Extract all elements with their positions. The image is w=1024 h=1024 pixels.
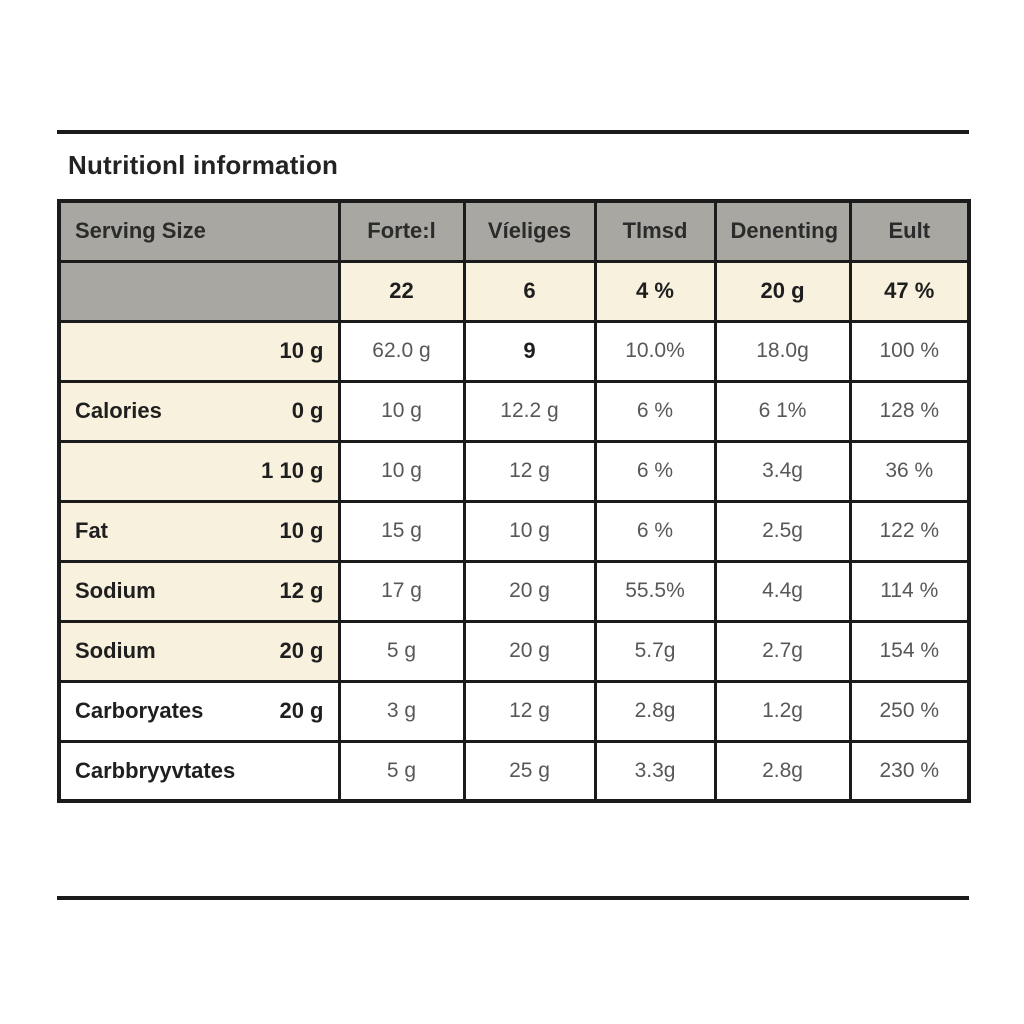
header-col-5: Denenting [715,201,850,261]
table-row [59,261,969,321]
table-row [59,381,969,441]
value-cell: 10 g [339,381,464,441]
table-body [59,261,969,801]
table-row [59,561,969,621]
value-cell: 15 g [339,501,464,561]
value-cell: 12.2 g [464,381,595,441]
label-cell [59,441,339,501]
value-cell: 128 % [850,381,969,441]
label-cell [59,621,339,681]
value-cell: 230 % [850,741,969,801]
value-cell: 4 % [595,261,715,321]
label-cell [59,681,339,741]
value-cell: 6 [464,261,595,321]
value-cell: 3.3g [595,741,715,801]
value-cell: 10.0% [595,321,715,381]
table-row [59,741,969,801]
value-cell: 5 g [339,741,464,801]
label-cell [59,741,339,801]
value-cell: 114 % [850,561,969,621]
label-cell [59,501,339,561]
header-col-2: Forte:l [339,201,464,261]
row-label: Carbbryyvtates [75,757,236,783]
row-amount: 10 g [279,518,324,543]
value-cell: 17 g [339,561,464,621]
row-amount: 12 g [279,578,324,603]
value-cell: 6 1% [715,381,850,441]
table-row [59,441,969,501]
nutrition-table [57,199,971,803]
value-cell: 5.7g [595,621,715,681]
value-cell: 2.7g [715,621,850,681]
row-label: Sodium [75,578,156,603]
value-cell: 100 % [850,321,969,381]
row-amount: 20 g [279,638,324,663]
table-row [59,681,969,741]
value-cell: 22 [339,261,464,321]
value-cell: 18.0g [715,321,850,381]
value-cell: 2.8g [595,681,715,741]
top-rule-divider [57,130,969,134]
value-cell: 154 % [850,621,969,681]
table-row [59,321,969,381]
table-header-row [59,201,969,261]
value-cell: 10 g [339,441,464,501]
value-cell: 9 [464,321,595,381]
value-cell: 3 g [339,681,464,741]
row-label: Calories [75,398,162,423]
page-title: Nutritionl information [68,150,339,180]
value-cell: 5 g [339,621,464,681]
header-col-4: Tlmsd [595,201,715,261]
value-cell: 250 % [850,681,969,741]
value-cell: 62.0 g [339,321,464,381]
value-cell: 47 % [850,261,969,321]
row-label: Carboryates [75,698,204,723]
table-row [59,501,969,561]
value-cell: 10 g [464,501,595,561]
row-amount: 10 g [279,338,324,363]
label-cell [59,381,339,441]
row-amount: 20 g [279,698,324,723]
value-cell: 4.4g [715,561,850,621]
value-cell: 12 g [464,681,595,741]
value-cell: 55.5% [595,561,715,621]
label-cell [59,261,339,321]
value-cell: 20 g [715,261,850,321]
value-cell: 6 % [595,441,715,501]
row-label: Fat [75,518,108,543]
value-cell: 20 g [464,621,595,681]
value-cell: 2.5g [715,501,850,561]
row-label: Sodium [75,638,156,663]
row-amount: 0 g [291,398,324,423]
value-cell: 20 g [464,561,595,621]
value-cell: 122 % [850,501,969,561]
value-cell: 36 % [850,441,969,501]
label-cell [59,561,339,621]
value-cell: 6 % [595,381,715,441]
value-cell: 25 g [464,741,595,801]
value-cell: 6 % [595,501,715,561]
bottom-rule-divider [57,896,969,900]
header-serving-size: Serving Size [59,201,339,261]
row-amount: 1 10 g [261,458,324,483]
header-col-3: Víeliges [464,201,595,261]
value-cell: 12 g [464,441,595,501]
value-cell: 2.8g [715,741,850,801]
table-row [59,621,969,681]
label-cell [59,321,339,381]
value-cell: 3.4g [715,441,850,501]
value-cell: 1.2g [715,681,850,741]
header-col-6: Eult [850,201,969,261]
